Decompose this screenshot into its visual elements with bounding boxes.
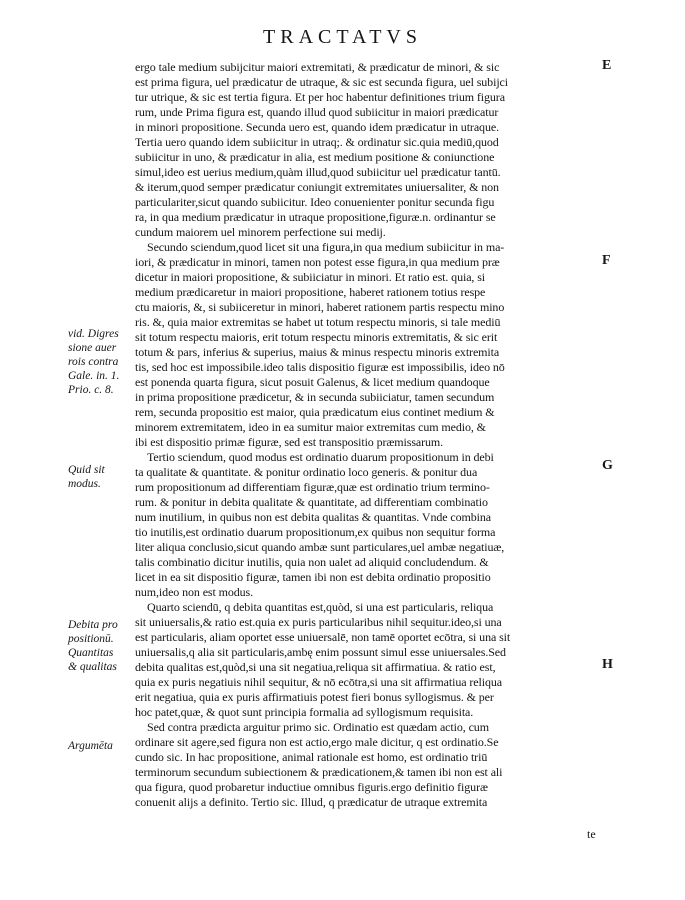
text-line: conuenit alijs a definito. Tertio sic. Illud, q prædicatur de utraque extremita xyxy=(135,795,488,809)
text-line: rum, unde Prima figura est, quando illud quod subiicitur in maiori prædicatur xyxy=(135,105,499,119)
text-line: qua figura, quod probaretur inductiue omnibus figuris.ergo definitio figuræ xyxy=(135,780,488,794)
text-line: ibi est dispositio primæ figuræ, sed est transpositio præmissarum. xyxy=(135,435,444,449)
text-line: iori, & prædicatur in minori, tamen non potest esse figura,in qua medium præ xyxy=(135,255,500,269)
section-letter-h: H xyxy=(602,657,613,672)
text-line: quia ex puris negatiuis nihil sequitur, & nō ecōtra,si una sit affirmatiua reliqua xyxy=(135,675,503,689)
text-line: subiicitur in uno, & prædicatur in alia, est medium positione & coniunctione xyxy=(135,150,495,164)
text-line: ergo tale medium subijcitur maiori extremitati, & prædicatur de minori, & sic xyxy=(135,60,500,74)
text-line: hoc patet,quæ, & quot sunt principia formalia ad syllogismum requisita. xyxy=(135,705,474,719)
text-line: ris. &, quia maior extremitas se habet ut totum respectu minoris, si tale mediū xyxy=(135,315,501,329)
margin-note-line: Gale. in. 1. xyxy=(68,370,120,382)
text-line: erit negatiua, quia ex puris affirmatiuis potest fieri bonus syllogismus. & per xyxy=(135,690,494,704)
margin-note-line: Debita pro xyxy=(68,619,118,631)
text-line: num inutilium, in quibus non est debita qualitas & quantitas. Vnde combina xyxy=(135,510,492,524)
margin-note-modus xyxy=(68,463,134,491)
margin-note-line: sione auer xyxy=(68,342,117,354)
section-letter-f: F xyxy=(602,253,611,268)
text-line: minorem extremitatem, ideo in ea sumitur maior extremitas cum medio, & xyxy=(135,420,486,434)
paragraph-start-line: Secundo sciendum,quod licet sit una figura,in qua medium subiicitur in ma- xyxy=(147,240,505,254)
text-line: in minori propositione. Secunda uero est, quando idem prædicatur in utraque. xyxy=(135,120,499,134)
text-line: dicetur in maiori propositione, & subiiciatur in minori. Et ratio est. quia, si xyxy=(135,270,486,284)
text-line: particulariter,sicut quando subiicitur. Ideo conuenienter ponitur secunda figu xyxy=(135,195,495,209)
text-line: cundo sic. In hac propositione, animal rationale est homo, est ordinatio triū xyxy=(135,750,488,764)
section-letter-e: E xyxy=(602,58,612,73)
section-letter-g: G xyxy=(602,458,613,473)
text-line: sit uniuersalis,& ratio est.quia ex puris particularibus nihil sequitur.ideo,si una xyxy=(135,615,502,629)
paragraph-start-line: Tertio sciendum, quod modus est ordinatio duarum propositionum in debi xyxy=(147,450,494,464)
margin-note-digression xyxy=(68,327,134,397)
text-line: cundum maiorem uel minorem perfectione sui medij. xyxy=(135,225,386,239)
margin-note-line: Argumēta xyxy=(68,740,113,752)
text-line: medium prædicaretur in maiori propositione, haberet rationem totius respe xyxy=(135,285,486,299)
text-line: rum propositionum ad differentiam figuræ,quæ est ordinatio trium termino- xyxy=(135,480,490,494)
text-line: tis, sed hoc est impossibile.ideo talis dispositio figuræ est impossibilis, ideo nō xyxy=(135,360,505,374)
running-head: TRACTATVS xyxy=(263,26,422,48)
margin-note-line: vid. Digres xyxy=(68,328,119,340)
text-line: licet in ea sit dispositio figuræ, tamen ibi non est debita ordinatio propositio xyxy=(135,570,491,584)
margin-note-line: modus. xyxy=(68,478,101,490)
text-line: terminorum secundum subiectionem & prædicationem,& tamen ibi non est ali xyxy=(135,765,503,779)
text-line: est particularis, aliam oportet esse uniuersalē, non tamē oportet ecōtra, si una sit xyxy=(135,630,511,644)
text-line: rem, secunda propositio est maior, quia prædicatum eius continet medium & xyxy=(135,405,495,419)
text-line: num,ideo non est modus. xyxy=(135,585,254,599)
text-line: ordinare sit agere,sed figura non est actio,ergo male dicitur, q est ordinatio.Se xyxy=(135,735,499,749)
text-line: tur utrique, & sic est tertia figura. Et per hoc habentur definitiones trium figura xyxy=(135,90,505,104)
margin-note-argumenta xyxy=(68,739,134,753)
margin-note-line: Quantitas xyxy=(68,647,114,659)
text-line: liter aliqua conclusio,sicut quando ambæ sunt particulares,uel ambæ negatiuæ, xyxy=(135,540,505,554)
margin-note-line: rois contra xyxy=(68,356,119,368)
text-line: est prima figura, uel prædicatur de utraque, & sic est secunda figura, uel subijci xyxy=(135,75,509,89)
margin-note-line: & qualitas xyxy=(68,661,117,673)
margin-note-line: Quid sit xyxy=(68,464,105,476)
text-line: ta qualitate & quantitate. & ponitur ordinatio loco generis. & ponitur dua xyxy=(135,465,478,479)
text-line: in prima propositione prædicetur, & in secunda subiiciatur, tamen secundum xyxy=(135,390,495,404)
text-line: est ponenda quarta figura, sicut posuit Galenus, & licet medium quandoque xyxy=(135,375,490,389)
catchword: te xyxy=(587,827,596,841)
paragraph-start-line: Quarto sciendū, q debita quantitas est,quòd, si una est particularis, reliqua xyxy=(147,600,494,614)
text-line: rum. & ponitur in debita qualitate & quantitate, ad differentiam combinatio xyxy=(135,495,488,509)
margin-note-line: positionū. xyxy=(68,633,114,645)
text-line: Tertia uero quando idem subiicitur in utraq;. & ordinatur sic.quia mediū,quod xyxy=(135,135,499,149)
text-line: totum & pars, inferius & superius, maius & minus respectu minoris extremita xyxy=(135,345,500,359)
text-line: sit totum respectu maioris, erit totum respectu minoris extremitatis, & sic erit xyxy=(135,330,498,344)
margin-note-debita xyxy=(68,618,134,674)
text-line: ra, in qua medium prædicatur in utraque propositione,figuræ.n. ordinantur se xyxy=(135,210,496,224)
margin-note-line: Prio. c. 8. xyxy=(68,384,114,396)
text-line: tio inutilis,est ordinatio duarum propositionum,ex quibus non sequitur forma xyxy=(135,525,496,539)
paragraph-start-line: Sed contra prædicta arguitur primo sic. Ordinatio est quædam actio, cum xyxy=(147,720,489,734)
text-line: uniuersalis,q alia sit particularis,ambę enim possunt simul esse uniuersales.Sed xyxy=(135,645,506,659)
text-line: talis combinatio dicitur inutilis, quia non ualet ad aliquid concludendum. & xyxy=(135,555,489,569)
text-line: debita qualitas est,quòd,si una sit negatiua,reliqua sit affirmatiua. & ratio est, xyxy=(135,660,496,674)
text-line: & iterum,quod semper prædicatur coniungit extremitates uniuersaliter, & non xyxy=(135,180,499,194)
text-line: simul,ideo est uerius medium,quàm illud,quod subiicitur uel prædicatur tantū. xyxy=(135,165,501,179)
text-line: ctu maioris, &, si subiiceretur in minori, haberet rationem partis respectu mino xyxy=(135,300,505,314)
body-text xyxy=(135,60,595,810)
